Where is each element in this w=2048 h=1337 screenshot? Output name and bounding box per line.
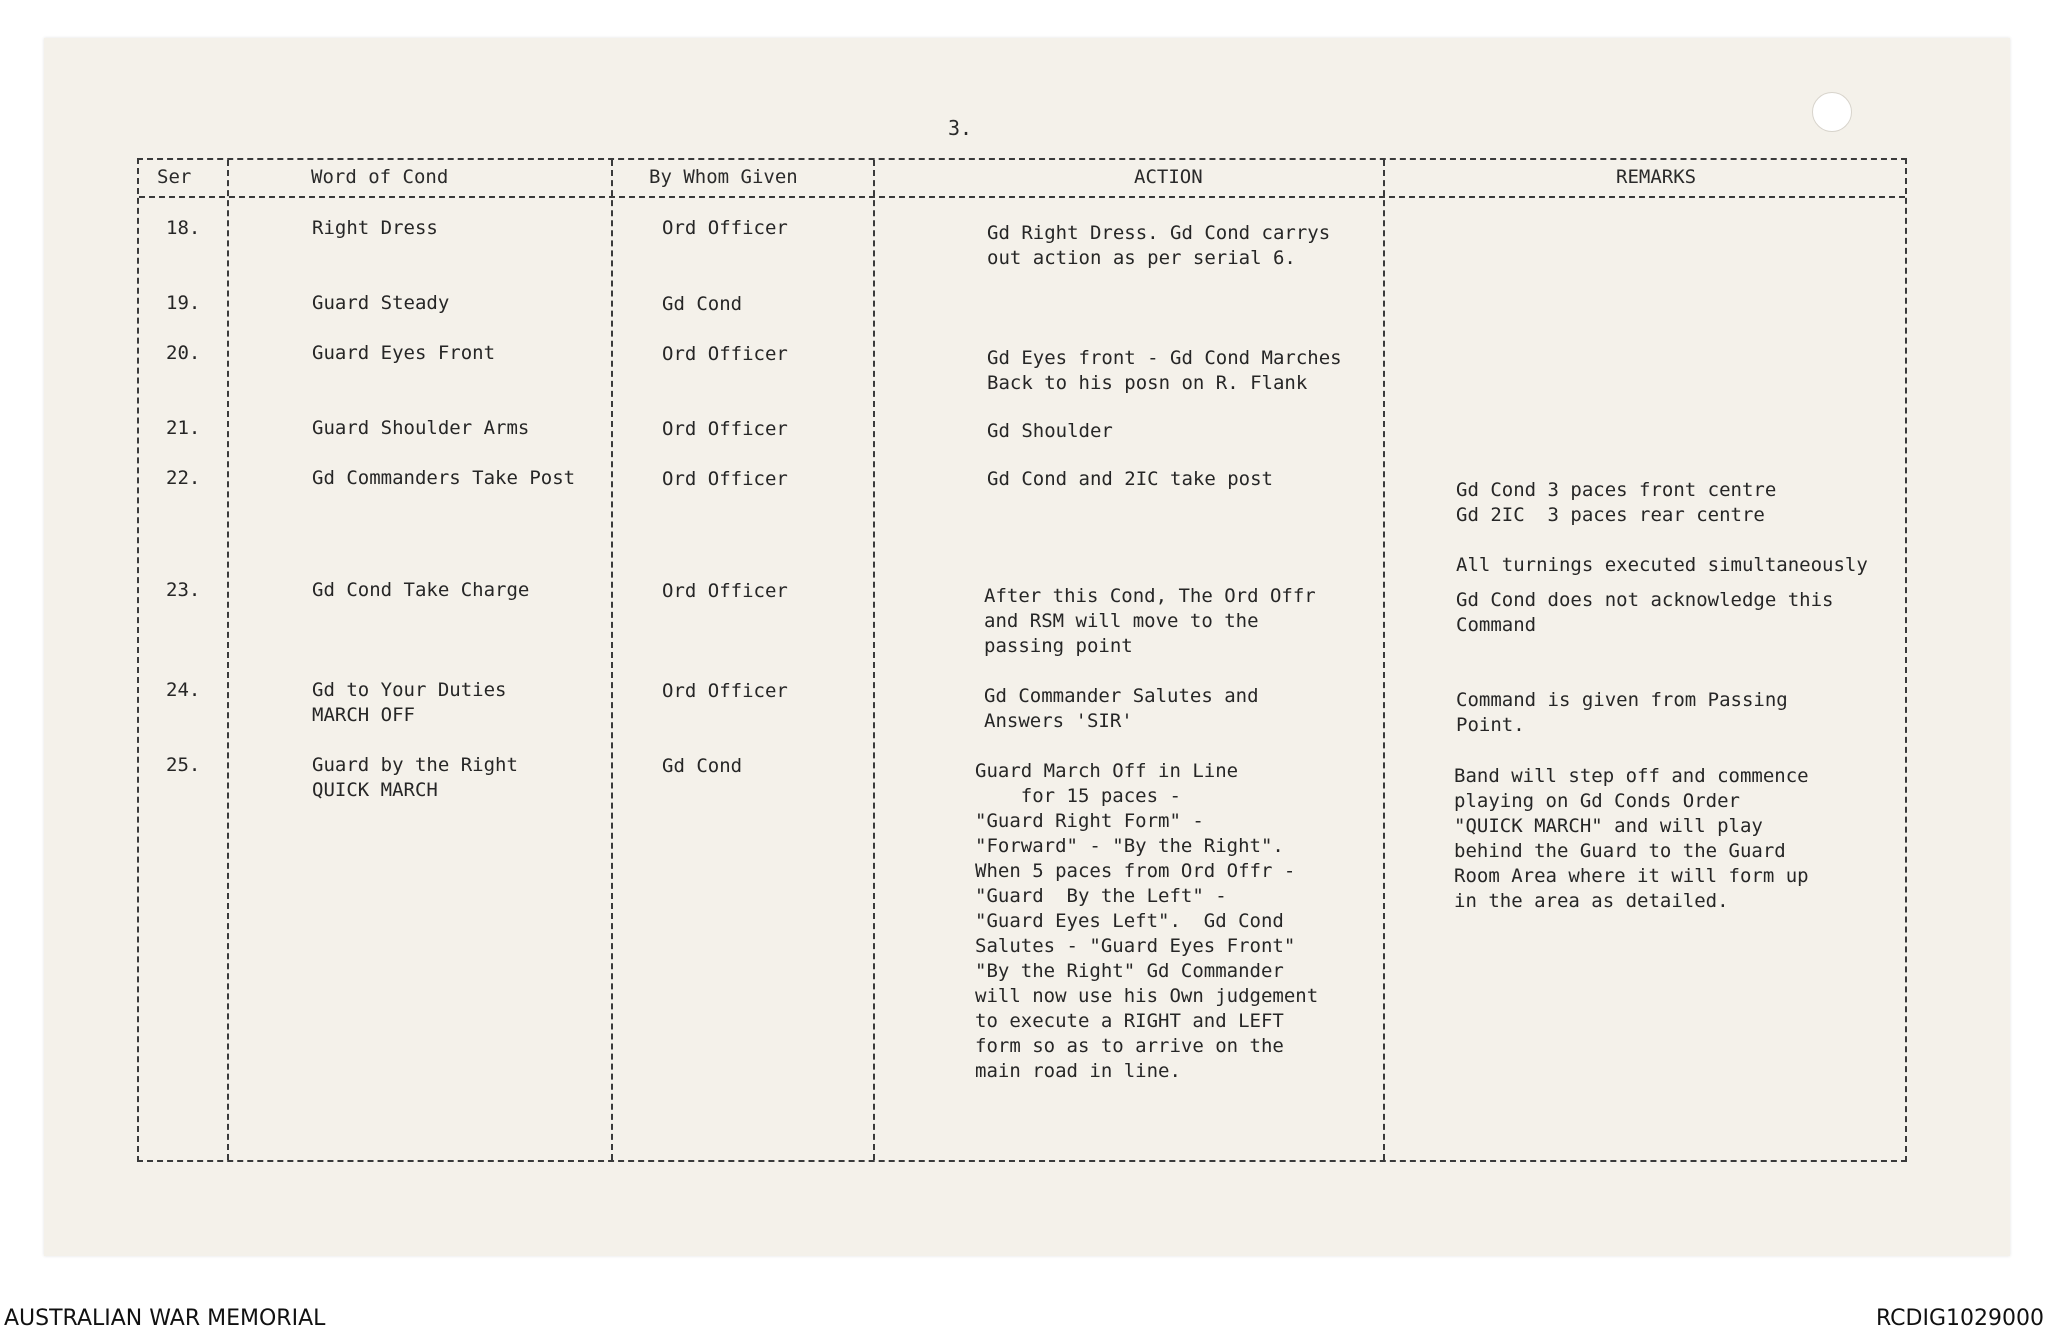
row-23-ser: 23. <box>166 579 201 601</box>
row-18-ser: 18. <box>166 217 201 239</box>
row-21-by: Ord Officer <box>662 418 788 440</box>
row-20-by: Ord Officer <box>662 343 788 365</box>
row-25-action: Guard March Off in Line for 15 paces - "Guard Right Form" - "Forward" - "By the Right". When 5 paces from Ord Offr - "Guard By the Left" - "Guard Eyes Left". Gd Cond Salutes - "Guard Eyes Front" "By the Right" Gd Commander will now use his Own judgement to execute a RIGHT and LEFT form so as to arrive on the main road in line. <box>975 760 1319 1082</box>
header-by-whom-given: By Whom Given <box>649 166 798 188</box>
row-19-ser: 19. <box>166 292 201 314</box>
row-20-action: Gd Eyes front - Gd Cond Marches Back to his posn on R. Flank <box>987 347 1342 394</box>
row-25-remarks: Band will step off and commence playing on Gd Conds Order "QUICK MARCH" and will play behind the Guard to the Guard Room Area where it will form up in the area as detailed. <box>1454 765 1809 912</box>
punch-hole <box>1812 92 1852 132</box>
row-21-ser: 21. <box>166 417 201 439</box>
row-25-by: Gd Cond <box>662 755 743 777</box>
row-22-by: Ord Officer <box>662 468 788 490</box>
column-divider <box>227 160 229 1160</box>
row-23-word: Gd Cond Take Charge <box>312 579 530 601</box>
row-18-word: Right Dress <box>312 217 438 239</box>
row-23-remarks: Gd Cond does not acknowledge this Command <box>1456 589 1834 636</box>
row-21-action: Gd Shoulder <box>987 420 1113 442</box>
row-24-ser: 24. <box>166 679 201 701</box>
header-action: ACTION <box>1134 166 1203 188</box>
row-24-word: Gd to Your Duties MARCH OFF <box>312 679 507 726</box>
row-24-action: Gd Commander Salutes and Answers 'SIR' <box>984 685 1259 732</box>
row-19-word: Guard Steady <box>312 292 450 314</box>
row-18-action: Gd Right Dress. Gd Cond carrys out action as per serial 6. <box>987 222 1331 269</box>
footer-record-id: RCDIG1029000 <box>1875 1306 2044 1331</box>
column-divider <box>873 160 875 1160</box>
header-word-of-cond: Word of Cond <box>311 166 449 188</box>
row-22-remarks: Gd Cond 3 paces front centre Gd 2IC 3 paces rear centre All turnings executed simultaneously <box>1456 479 1868 576</box>
column-divider <box>611 160 613 1160</box>
row-18-by: Ord Officer <box>662 217 788 239</box>
orders-table <box>137 158 1907 1162</box>
row-25-word: Guard by the Right QUICK MARCH <box>312 754 518 801</box>
row-20-word: Guard Eyes Front <box>312 342 496 364</box>
row-21-word: Guard Shoulder Arms <box>312 417 530 439</box>
row-24-by: Ord Officer <box>662 680 788 702</box>
row-24-remarks: Command is given from Passing Point. <box>1456 689 1788 736</box>
row-23-by: Ord Officer <box>662 580 788 602</box>
row-23-action: After this Cond, The Ord Offr and RSM will move to the passing point <box>984 585 1316 657</box>
column-divider <box>1383 160 1385 1160</box>
page-number: 3. <box>948 116 973 140</box>
header-ser: Ser <box>157 166 192 188</box>
row-22-ser: 22. <box>166 467 201 489</box>
header-remarks: REMARKS <box>1616 166 1697 188</box>
row-25-ser: 25. <box>166 754 201 776</box>
row-19-by: Gd Cond <box>662 293 743 315</box>
row-22-action: Gd Cond and 2IC take post <box>987 468 1273 490</box>
row-22-word: Gd Commanders Take Post <box>312 467 576 489</box>
table-header-row <box>139 160 1905 198</box>
row-20-ser: 20. <box>166 342 201 364</box>
footer-source-label: AUSTRALIAN WAR MEMORIAL <box>4 1306 326 1331</box>
